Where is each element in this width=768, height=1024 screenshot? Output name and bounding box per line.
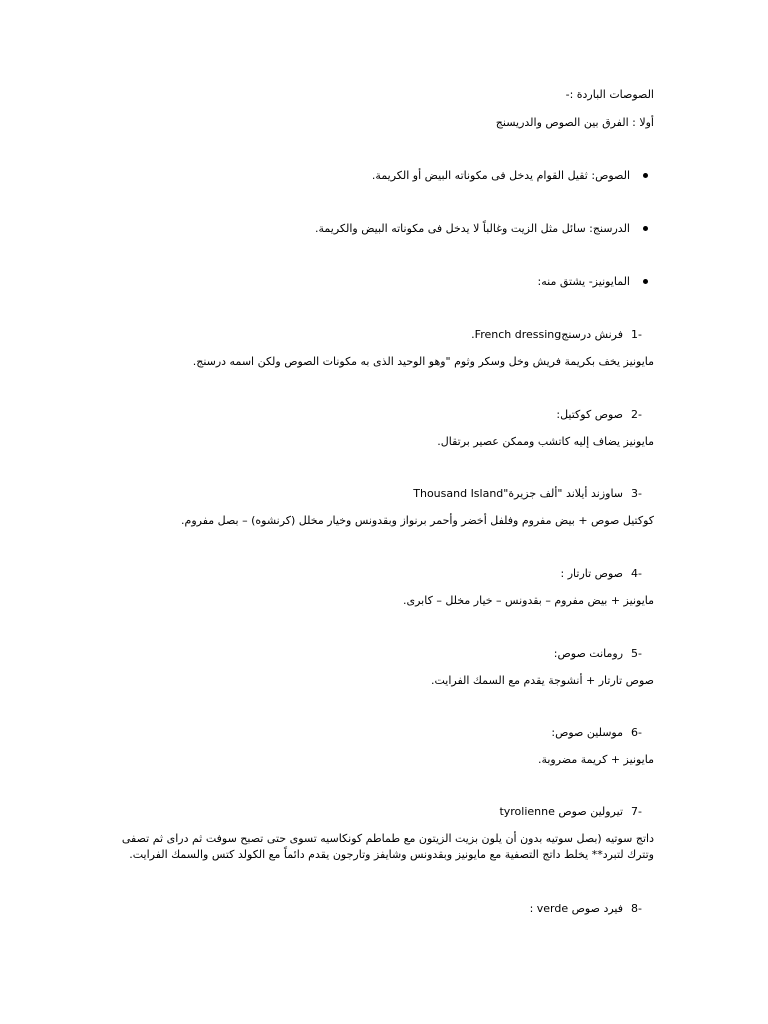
- item-title-text: فيرد صوص verde :: [529, 902, 624, 915]
- page-subheading: أولا : الفرق بين الصوص والدريسنج: [495, 116, 654, 129]
- item-title: [413, 487, 642, 501]
- item-number: -5: [631, 647, 642, 660]
- item-description: مايونيز + كريمة مضروبة.: [537, 753, 654, 766]
- bullet-text: الصوص: ثقيل القوام يدخل فى مكوناته البيض أو الكريمة.: [371, 169, 630, 182]
- item-description: داتج سوتيه (بصل سوتيه بدون أن يلون بزيت الزيتون مع طماطم كونكاسيه تسوى حتى تصبح سوفت ثم دراى ثم تصفى وتترك لتبرد** يخلط داتج التصفية مع مايونيز وبقدونس وشايفز وتارجون يقدم دائماً مع الكولد كتس والسمك الفرايت.: [121, 832, 654, 861]
- bullet-item: [372, 169, 630, 183]
- item-description: مايونيز يخف بكريمة فريش وخل وسكر وثوم "وهو الوحيد الذى به مكونات الصوص ولكن اسمه درسنج.: [192, 355, 654, 368]
- item-title: [471, 328, 642, 342]
- item-title: [499, 805, 642, 819]
- item-number: -7: [631, 805, 642, 818]
- bullet-item: [538, 275, 630, 289]
- bullet-text: الدرسنج: سائل مثل الزيت وغالباً لا يدخل فى مكوناته البيض والكريمة.: [315, 222, 630, 235]
- item-number: -1: [631, 328, 642, 341]
- bullet-text: المايونيز- يشتق منه:: [537, 275, 630, 288]
- page-heading: الصوصات الباردة :-: [565, 88, 654, 101]
- item-title: [556, 408, 642, 422]
- item-description: صوص تارتار + أنشوجة يقدم مع السمك الفرايت.: [430, 674, 654, 687]
- bullet-icon: [643, 279, 648, 284]
- item-description: مايونيز + بيض مفروم – بقدونس – خيار مخلل – كابرى.: [403, 594, 654, 607]
- item-number: -8: [631, 902, 642, 915]
- item-title-text: رومانت صوص:: [553, 647, 624, 660]
- item-title: [554, 647, 642, 661]
- item-description: مايونيز يضاف إليه كاتشب وممكن عصير برتقال.: [437, 435, 654, 448]
- bullet-icon: [643, 173, 648, 178]
- item-number: -2: [631, 408, 642, 421]
- item-title-text: صوص كوكتيل:: [556, 408, 624, 421]
- item-title: [551, 726, 642, 740]
- item-title-text: موسلين صوص:: [551, 726, 624, 739]
- item-title: [530, 902, 642, 916]
- item-number: -3: [631, 487, 642, 500]
- item-number: -6: [631, 726, 642, 739]
- item-title-text: ساوزند أيلاند "ألف جزيرة"Thousand Island: [413, 487, 624, 500]
- item-title-text: تيرولين صوص tyrolienne: [499, 805, 624, 818]
- item-title: [561, 567, 642, 581]
- item-description: كوكتيل صوص + بيض مفروم وفلفل أخضر وأحمر برنواز وبقدونس وخيار مخلل (كرنشوه) – بصل مفروم.: [181, 514, 654, 527]
- item-number: -4: [631, 567, 642, 580]
- item-title-text: صوص تارتار :: [560, 567, 624, 580]
- bullet-icon: [643, 226, 648, 231]
- bullet-item: [315, 222, 630, 236]
- item-title-text: فرنش درسنجFrench dressing.: [471, 328, 624, 341]
